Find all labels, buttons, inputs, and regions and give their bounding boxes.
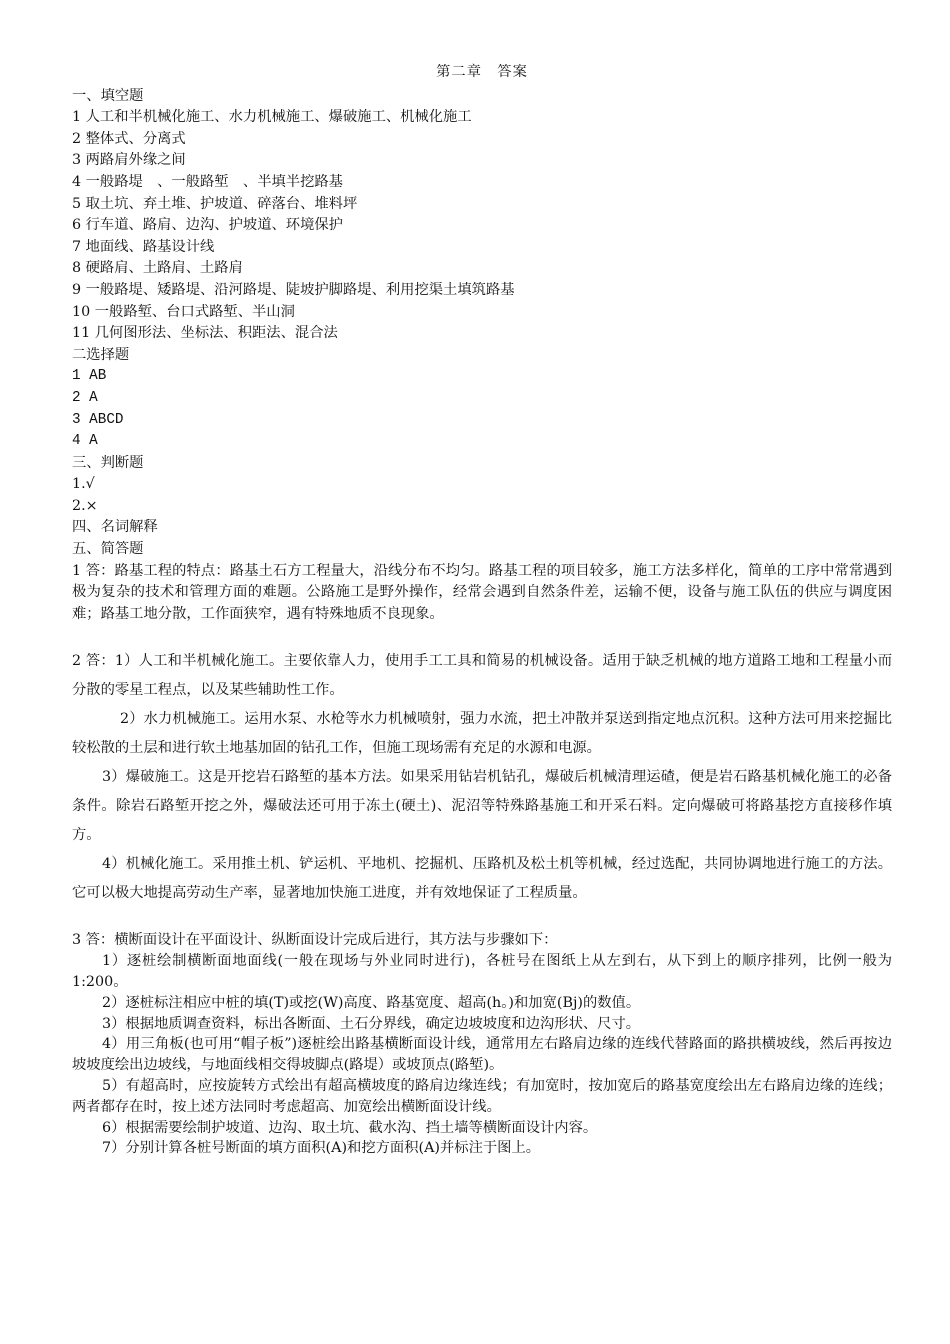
step-paragraph: 2）逐桩标注相应中桩的填(T)或挖(W)高度、路基宽度、超高(h。)和加宽(Bj)的数值。 (102, 994, 641, 1011)
answer-line: 4 A (72, 433, 98, 450)
page-title: 第二章 答案 (436, 64, 528, 80)
answer-line: 3 两路肩外缘之间 (72, 152, 186, 169)
section-heading-choice: 二选择题 (72, 346, 130, 363)
answer-line: 7 地面线、路基设计线 (72, 238, 215, 255)
answer-paragraph: 3）爆破施工。这是开挖岩石路堑的基本方法。如果采用钻岩机钻孔，爆破后机械清理运碴，便是岩石路基机械化施工的必备条件。除岩石路堑开挖之外，爆破法还可用于冻土(硬土)、泥沼等特殊路基施工和开采石料。定向爆破可将路基挖方直接移作填方。 (72, 769, 892, 844)
step-paragraph: 3）根据地质调查资料，标出各断面、土石分界线，确定边坡坡度和边沟形状、尺寸。 (102, 1015, 641, 1032)
answer-paragraph: 1 答：路基工程的特点：路基土石方工程量大，沿线分布不均匀。路基工程的项目较多，施工方法多样化，简单的工序中常常遇到极为复杂的技术和管理方面的难题。公路施工是野外操作，经常会遇到自然条件差，运输不便，设备与施工队伍的供应与调度困难；路基工地分散，工作面狭窄，遇有特殊地质不良现象。 (72, 562, 892, 622)
document-page (72, 62, 892, 1159)
answer-line: 10 一般路堑、台口式路堑、半山洞 (72, 303, 295, 320)
answer-line: 3 ABCD (72, 411, 124, 428)
answer-line: 11 几何图形法、坐标法、积距法、混合法 (72, 325, 338, 342)
answer-line: 8 硬路肩、土路肩、土路肩 (72, 260, 243, 277)
section-heading-fill-blank: 一、填空题 (72, 87, 144, 104)
answer-line: 2.× (72, 497, 98, 514)
answer-line: 1 人工和半机械化施工、水力机械施工、爆破施工、机械化施工 (72, 109, 472, 126)
answer-line: 5 取土坑、弃土堆、护坡道、碎落台、堆料坪 (72, 195, 358, 212)
step-paragraph: 5）有超高时，应按旋转方式绘出有超高横坡度的路肩边缘连线；有加宽时，按加宽后的路基宽度绘出左右路肩边缘的连线；两者都存在时，按上述方法同时考虑超高、加宽绘出横断面设计线。 (72, 1078, 892, 1115)
step-paragraph: 6）根据需要绘制护坡道、边沟、取土坑、截水沟、挡土墙等横断面设计内容。 (102, 1119, 598, 1136)
answer-line: 1.√ (72, 476, 95, 493)
answer-line: 2 A (72, 389, 98, 406)
answer-line: 9 一般路堤、矮路堤、沿河路堤、陡坡护脚路堤、利用挖渠土填筑路基 (72, 281, 515, 298)
answer-line: 1 AB (72, 368, 107, 385)
answer-paragraph: 2）水力机械施工。运用水泵、水枪等水力机械喷射，强力水流，把土冲散并泵送到指定地点沉积。这种方法可用来挖掘比较松散的土层和进行软土地基加固的钻孔工作，但施工现场需有充足的水源和电源。 (72, 711, 892, 757)
step-paragraph: 4）用三角板(也可用“帽子板”)逐桩绘出路基横断面设计线，通常用左右路肩边缘的连线代替路面的路拱横坡线，然后再按边坡坡度绘出边坡线，与地面线相交得坡脚点(路堤）或坡顶点(路堑)。 (72, 1036, 892, 1074)
section-heading-short-answer: 五、简答题 (72, 541, 144, 558)
step-paragraph: 7）分别计算各桩号断面的填方面积(A)和挖方面积(A)并标注于图上。 (102, 1140, 541, 1157)
answer-paragraph: 4）机械化施工。采用推土机、铲运机、平地机、挖掘机、压路机及松土机等机械，经过选配，共同协调地进行施工的方法。它可以极大地提高劳动生产率，显著地加快施工进度，并有效地保证了工程质量。 (72, 856, 892, 902)
answer-paragraph: 2 答：1）人工和半机械化施工。主要依靠人力，使用手工工具和简易的机械设备。适用于缺乏机械的地方道路工地和工程量小而分散的零星工程点，以及某些辅助性工作。 (72, 653, 892, 699)
section-heading-judge: 三、判断题 (72, 454, 144, 471)
answer-paragraph: 3 答：横断面设计在平面设计、纵断面设计完成后进行，其方法与步骤如下： (72, 932, 558, 949)
step-paragraph: 1）逐桩绘制横断面地面线(一般在现场与外业同时进行)，各桩号在图纸上从左到右，从下到上的顺序排列，比例一般为 1:200。 (72, 953, 892, 991)
section-heading-terms: 四、名词解释 (72, 519, 158, 536)
answer-line: 4 一般路堤 、一般路堑 、半填半挖路基 (72, 173, 343, 190)
answer-line: 2 整体式、分离式 (72, 130, 186, 147)
answer-line: 6 行车道、路肩、边沟、护坡道、环境保护 (72, 217, 343, 234)
